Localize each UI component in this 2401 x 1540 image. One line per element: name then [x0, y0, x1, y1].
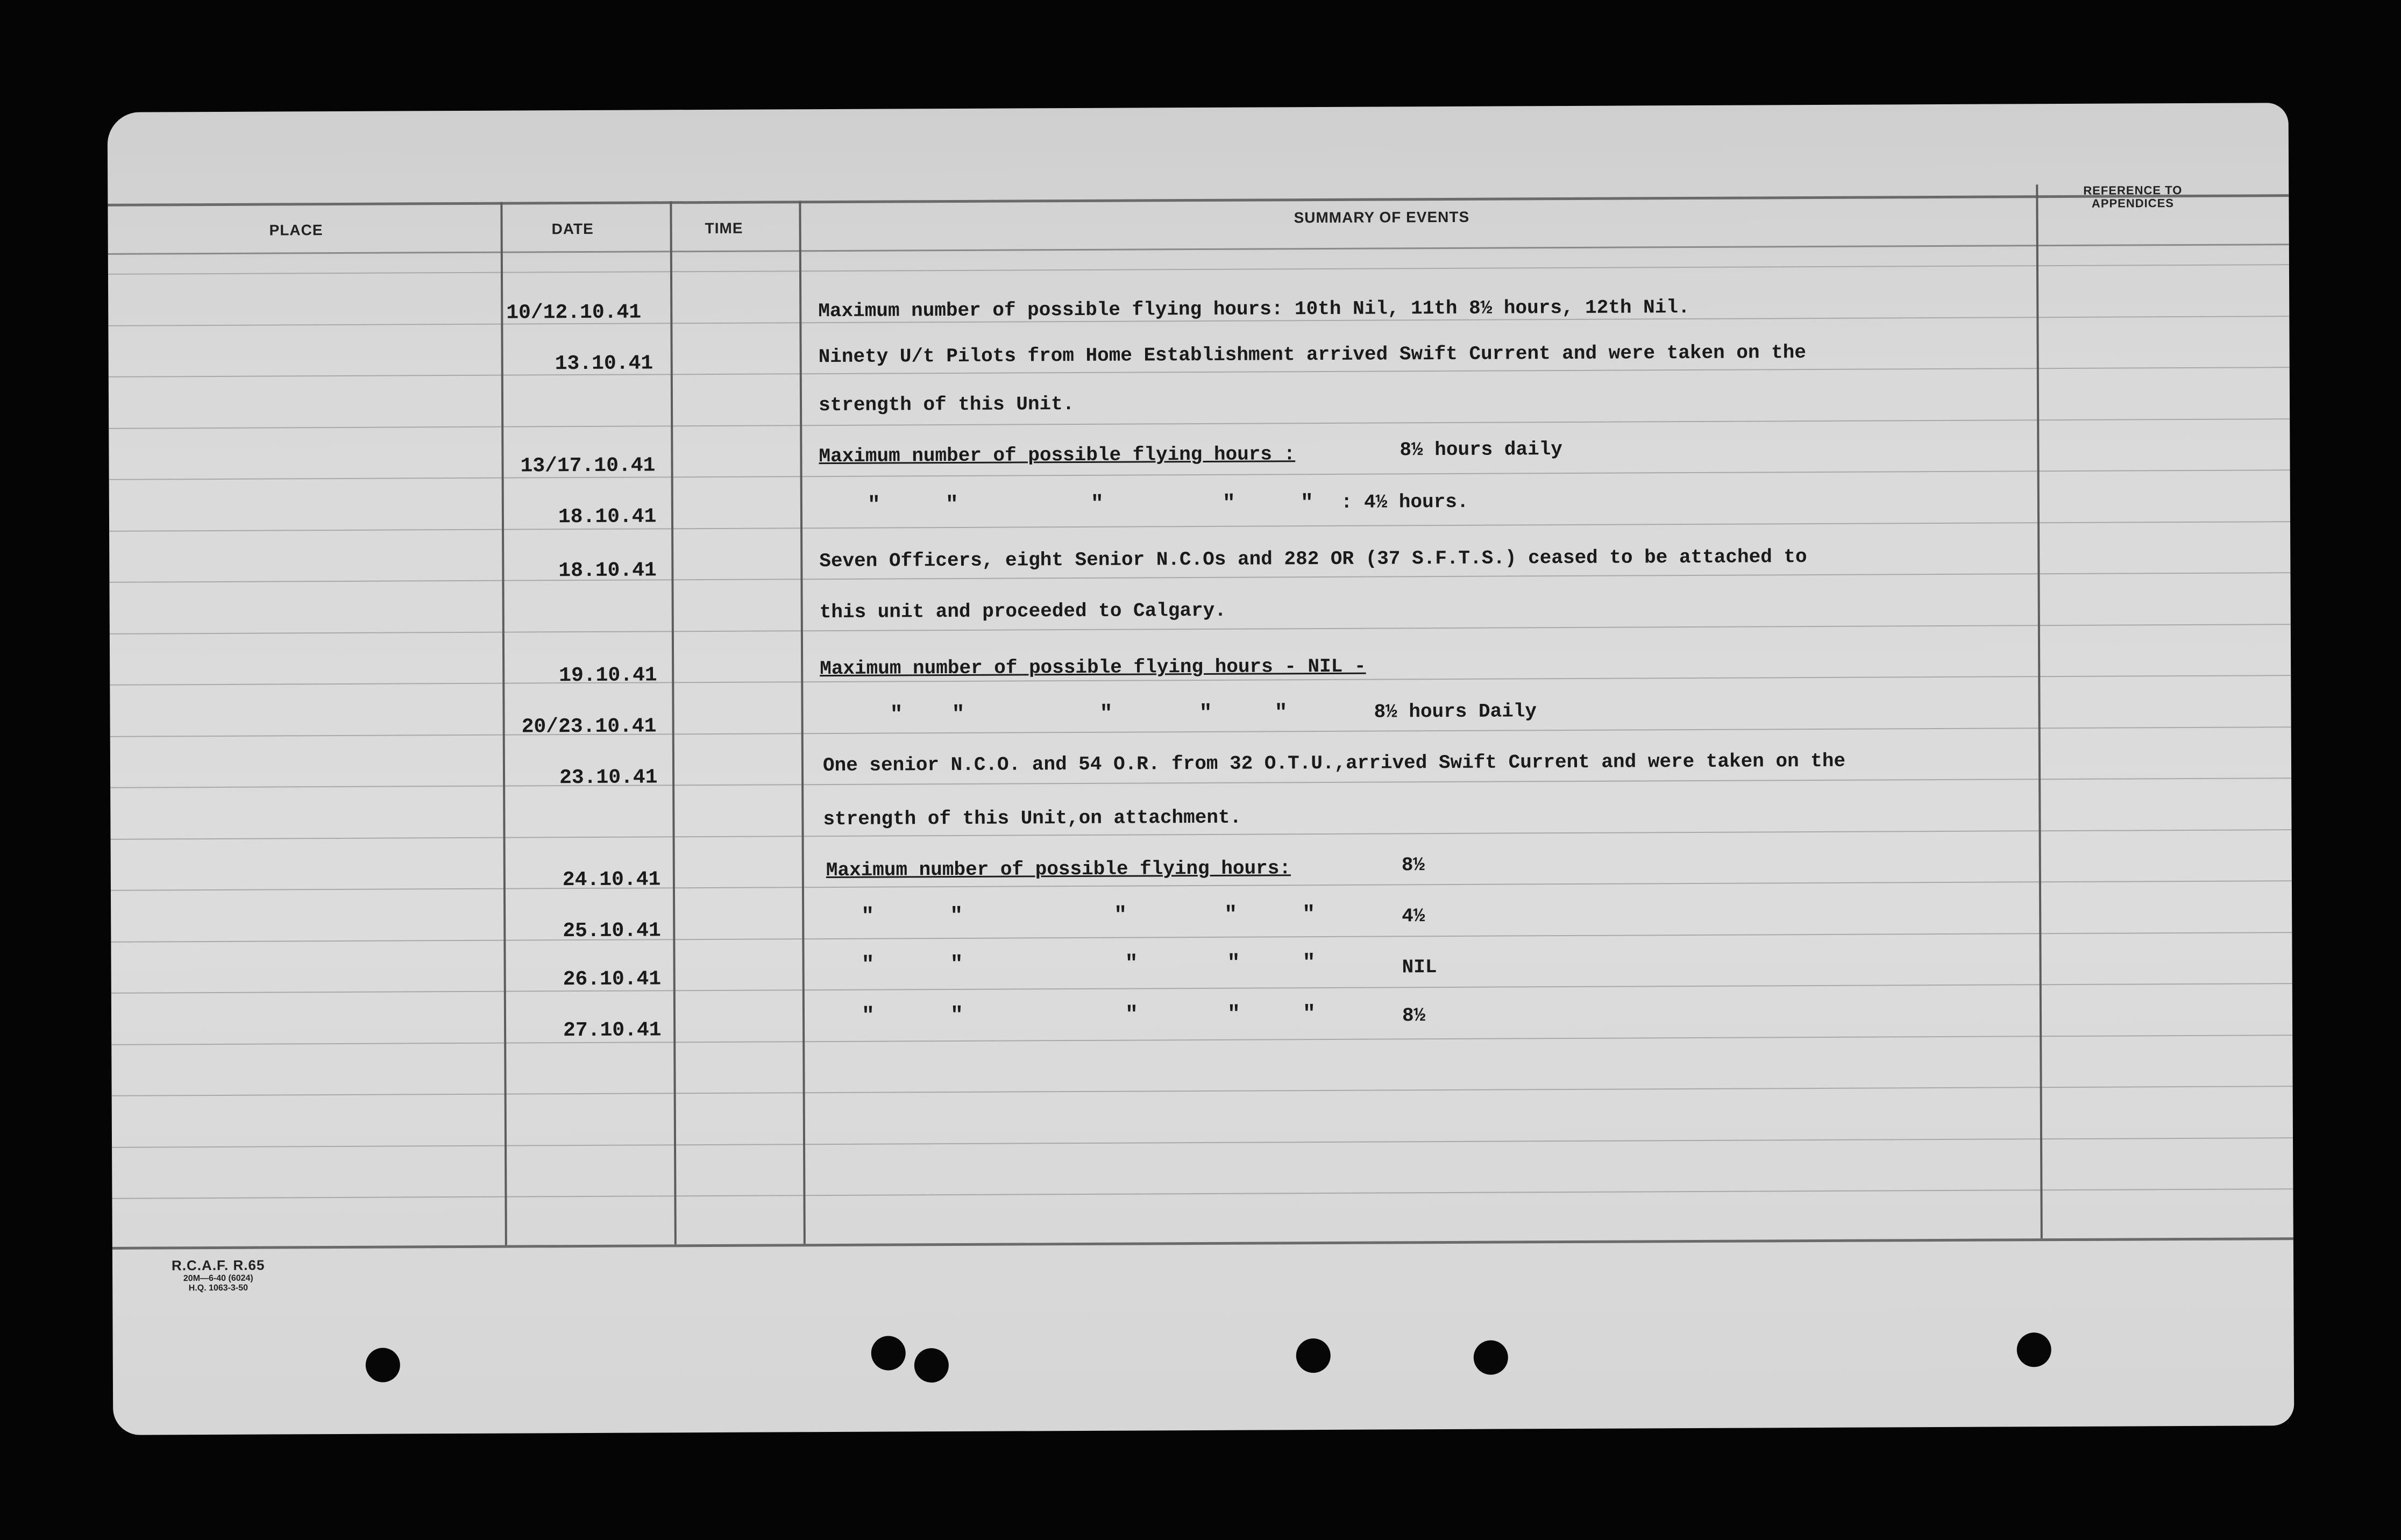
ditto-mark: "	[950, 904, 963, 929]
event-value: 8½	[1402, 1004, 1426, 1027]
punch-hole	[2017, 1332, 2051, 1367]
divider-date-time	[670, 201, 676, 1244]
entry-date: 23.10.41	[559, 766, 658, 790]
event-text: Maximum number of possible flying hours - NIL -	[820, 655, 1366, 680]
form-number: R.C.A.F. R.65	[171, 1257, 265, 1274]
header-reference: REFERENCE TO APPENDICES	[2083, 183, 2183, 210]
entry-date: 19.10.41	[559, 664, 657, 688]
entry-date: 18.10.41	[558, 505, 657, 529]
ruled-line	[110, 624, 2291, 634]
event-text: this unit and proceeded to Calgary.	[819, 599, 1226, 624]
ditto-mark: "	[1224, 903, 1238, 928]
form-identification	[172, 1257, 265, 1294]
diary-form-card	[108, 103, 2295, 1435]
header-place: PLACE	[269, 222, 323, 239]
ruled-line	[109, 418, 2290, 429]
punch-hole	[366, 1348, 400, 1382]
entry-date: 20/23.10.41	[521, 715, 657, 739]
ditto-mark: "	[861, 1004, 875, 1029]
divider-time-summary	[799, 201, 805, 1244]
ruled-line	[110, 778, 2291, 788]
ditto-mark: "	[867, 493, 880, 518]
ditto-mark: "	[950, 952, 963, 978]
ruled-line	[112, 1188, 2293, 1199]
entry-date: 26.10.41	[563, 967, 662, 992]
ditto-mark: "	[1125, 1003, 1139, 1028]
punch-hole	[871, 1336, 906, 1370]
event-text: One senior N.C.O. and 54 O.R. from 32 O.T.U.,arrived Swift Current and were taken on the	[822, 750, 1846, 777]
ditto-mark: "	[861, 953, 875, 978]
ditto-mark: "	[1222, 491, 1235, 516]
event-text: strength of this Unit,on attachment.	[823, 806, 1242, 831]
event-text: Ninety U/t Pilots from Home Establishment arrived Swift Current and were taken on the	[818, 341, 1807, 368]
ditto-mark: "	[1227, 951, 1240, 976]
ditto-mark: "	[951, 702, 965, 728]
print-line-2: H.Q. 1063-3-50	[188, 1283, 248, 1293]
ditto-mark: "	[1114, 903, 1127, 928]
ruled-line	[109, 572, 2290, 583]
entry-date: 18.10.41	[558, 559, 657, 583]
divider-summary-reference	[2036, 184, 2043, 1238]
header-date: DATE	[551, 220, 594, 238]
event-text: Maximum number of possible flying hours :	[819, 443, 1296, 468]
ruled-line	[111, 880, 2292, 891]
header-top-rule	[108, 194, 2289, 206]
ruled-line	[109, 521, 2290, 532]
ditto-mark: "	[1302, 903, 1316, 928]
punch-hole	[1296, 1338, 1331, 1373]
event-value: 8½ hours Daily	[1374, 700, 1537, 723]
event-text: Maximum number of possible flying hours:	[826, 857, 1291, 882]
ditto-mark: "	[1302, 951, 1316, 976]
ditto-mark: "	[1099, 702, 1113, 726]
event-text: Seven Officers, eight Senior N.C.Os and 282 OR (37 S.F.T.S.) ceased to be attached to	[819, 546, 1807, 573]
event-value: : 4½ hours.	[1340, 490, 1469, 514]
entry-date: 13/17.10.41	[520, 454, 656, 478]
ruled-line	[109, 469, 2290, 480]
ditto-mark: "	[1090, 492, 1104, 517]
ditto-mark: "	[1300, 491, 1313, 516]
ruled-line	[112, 1137, 2293, 1148]
ruled-line	[111, 829, 2292, 840]
footer-rule	[112, 1237, 2293, 1250]
entry-date: 25.10.41	[563, 919, 661, 943]
ruled-line	[111, 1035, 2292, 1045]
punch-hole	[914, 1348, 949, 1382]
header-bottom-rule	[108, 244, 2289, 255]
ditto-mark: "	[1227, 1002, 1241, 1027]
event-value: NIL	[1402, 956, 1437, 979]
ditto-mark: "	[1302, 1002, 1316, 1027]
event-text: Maximum number of possible flying hours: 10th Nil, 11th 8½ hours, 12th Nil.	[818, 296, 1690, 323]
ditto-mark: "	[950, 1003, 964, 1029]
entry-date: 27.10.41	[563, 1018, 662, 1043]
ditto-mark: "	[1199, 701, 1212, 726]
event-text: strength of this Unit.	[818, 393, 1075, 417]
ruled-line	[109, 367, 2290, 377]
ruled-line	[110, 726, 2291, 737]
entry-date: 13.10.41	[555, 352, 653, 376]
event-value: 8½ hours daily	[1400, 438, 1562, 461]
ditto-mark: "	[1274, 701, 1288, 726]
divider-place-date	[500, 202, 507, 1245]
ruled-lines	[108, 103, 2289, 112]
entry-date: 24.10.41	[562, 868, 661, 892]
event-value: 4½	[1402, 905, 1425, 928]
punch-hole	[1474, 1341, 1508, 1375]
entry-date: 10/12.10.41	[506, 301, 642, 325]
ditto-mark: "	[1125, 952, 1138, 976]
ruled-line	[108, 264, 2289, 275]
print-line-1: 20M—6-40 (6024)	[183, 1273, 253, 1284]
header-summary: SUMMARY OF EVENTS	[1294, 208, 1470, 226]
ruled-line	[111, 983, 2292, 994]
ditto-mark: "	[890, 703, 903, 728]
event-value: 8½	[1401, 854, 1425, 876]
ruled-line	[111, 932, 2292, 943]
ditto-mark: "	[861, 904, 875, 929]
header-time: TIME	[705, 219, 743, 237]
ditto-mark: "	[945, 493, 958, 518]
ruled-line	[112, 1086, 2293, 1096]
